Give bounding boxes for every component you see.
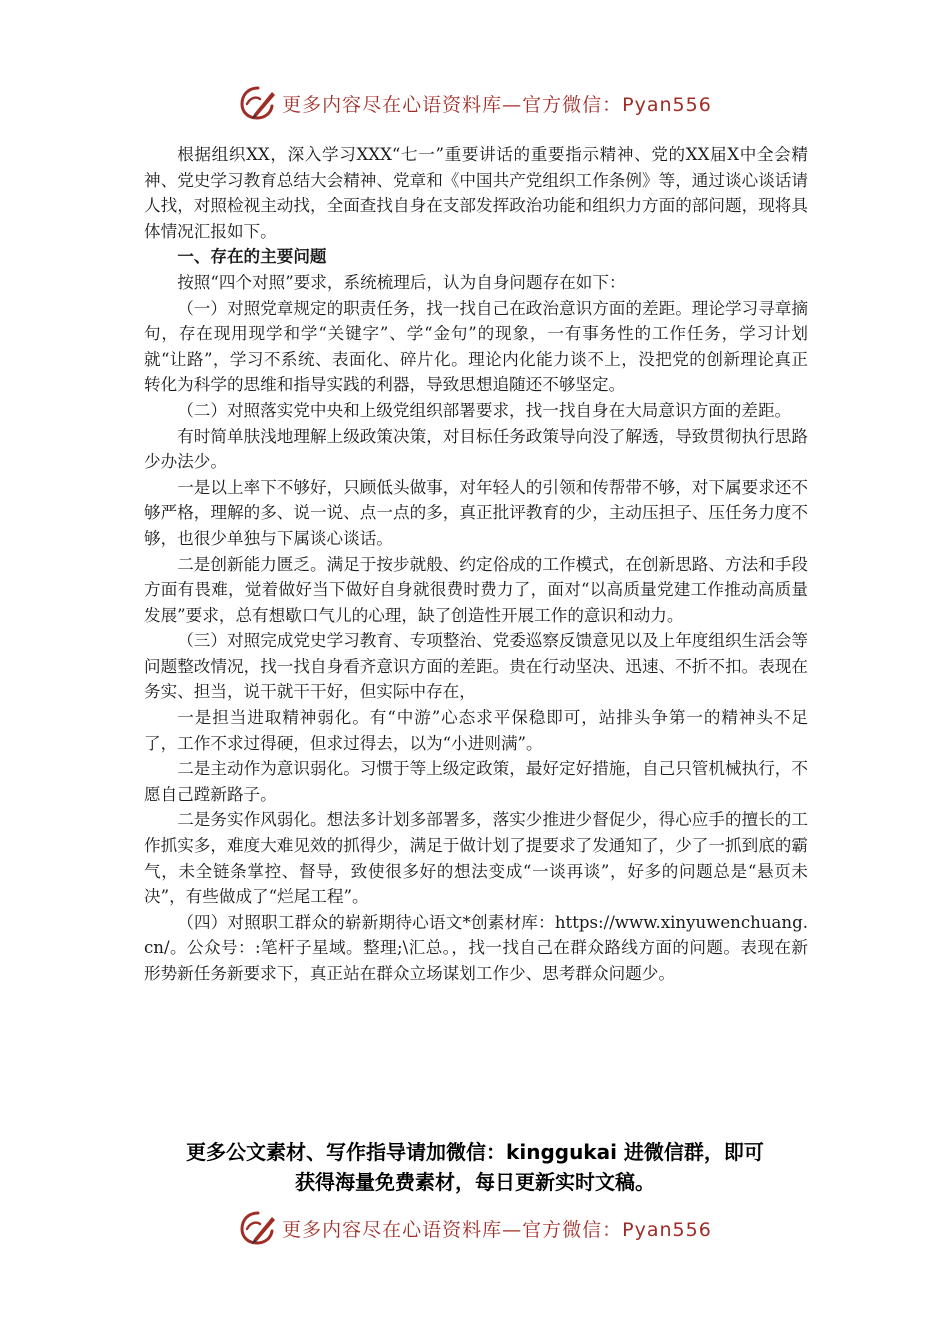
body-paragraph: 一是以上率下不够好，只顾低头做事，对年轻人的引领和传帮带不够，对下属要求还不够严格，理解的多、说一说、点一点的多，真正批评教育的少，主动压担子、压任务力度不够，也很少单独与下属谈心谈话。 (144, 477, 808, 548)
body-paragraph: 二是务实作风弱化。想法多计划多部署多，落实少推进少督促少，得心应手的擅长的工作抓实多，难度大难见效的抓得少，满足于做计划了提要求了发通知了，少了一抓到底的霸气，未全链条掌控、督导，致使很多好的想法变成“一谈再谈”，好多的问题总是“悬页未决”，有些做成了“烂尾工程”。 (144, 810, 808, 907)
header-banner (0, 83, 950, 123)
body-paragraph: （一）对照党章规定的职责任务，找一找自己在政治意识方面的差距。理论学习寻章摘句，存在现用现学和学“关键字”、学“金句”的现象，一有事务性的工作任务，学习计划就“让路”，学习不系统、表面化、碎片化。理论内化能力谈不上，没把党的创新理论真正转化为科学的思维和指导实践的利器，导致思想追随还不够坚定。 (144, 298, 808, 395)
promo-line-2: 获得海量免费素材，每日更新实时文稿。 (295, 1170, 655, 1194)
section-heading: 一、存在的主要问题 (177, 246, 327, 267)
footer-banner (0, 1208, 950, 1248)
footer-wechat-id: Pyan556 (622, 1218, 712, 1241)
promo-line-1: 更多公文素材、写作指导请加微信：kinggukai 进微信群，即可 (186, 1140, 764, 1164)
document-body (144, 142, 808, 987)
body-paragraph: 根据组织XX，深入学习XXX“七一”重要讲话的重要指示精神、党的XX届X中全会精神、党史学习教育总结大会精神、党章和《中国共产党组织工作条例》等，通过谈心谈话请人找，对照检视主动找，全面查找自身在支部发挥政治功能和组织力方面的部问题，现将具体情况汇报如下。 (144, 145, 808, 241)
body-paragraph: 二是主动作为意识弱化。习惯于等上级定政策，最好定好措施，自己只管机械执行，不愿自己蹚新路子。 (144, 759, 808, 804)
body-paragraph: （三）对照完成党史学习教育、专项整治、党委巡察反馈意见以及上年度组织生活会等问题整改情况，找一找自身看齐意识方面的差距。贵在行动坚决、迅速、不折不扣。表现在务实、担当，说干就干干好，但实际中存在， (144, 631, 808, 702)
promo-notice (0, 1137, 950, 1197)
header-banner-text: 更多内容尽在心语资料库—官方微信：Pyan556 (282, 93, 712, 116)
header-wechat-id: Pyan556 (622, 93, 712, 116)
pen-circle-logo-icon (238, 84, 278, 122)
footer-banner-text: 更多内容尽在心语资料库—官方微信：Pyan556 (282, 1218, 712, 1241)
body-paragraph: （二）对照落实党中央和上级党组织部署要求，找一找自身在大局意识方面的差距。 (177, 400, 792, 420)
body-paragraph: （四）对照职工群众的崭新期待心语文*创素材库：https://www.xinyuwenchuang.cn/。公众号：:笔杆子星域。整理;\汇总。，找一找自己在群众路线方面的问题。表现在新形势新任务新要求下，真正站在群众立场谋划工作少、思考群众问题少。 (144, 912, 808, 983)
body-paragraph: 按照“四个对照”要求，系统梳理后，认为自身问题存在如下： (177, 272, 626, 292)
pen-circle-logo-icon (238, 1209, 278, 1247)
body-paragraph: 一是担当进取精神弱化。有“中游”心态求平保稳即可，站排头争第一的精神头不足了，工作不求过得硬，但求过得去，以为“小进则满”。 (144, 708, 808, 753)
body-paragraph: 二是创新能力匮乏。满足于按步就般、约定俗成的工作模式，在创新思路、方法和手段方面有畏难，觉着做好当下做好自身就很费时费力了，面对“以高质量党建工作推动高质量发展”要求，总有想歇口气儿的心理，缺了创造性开展工作的意识和动力。 (144, 554, 808, 625)
body-paragraph: 有时简单肤浅地理解上级政策决策，对目标任务政策导向没了解透，导致贯彻执行思路少办法少。 (144, 426, 808, 472)
